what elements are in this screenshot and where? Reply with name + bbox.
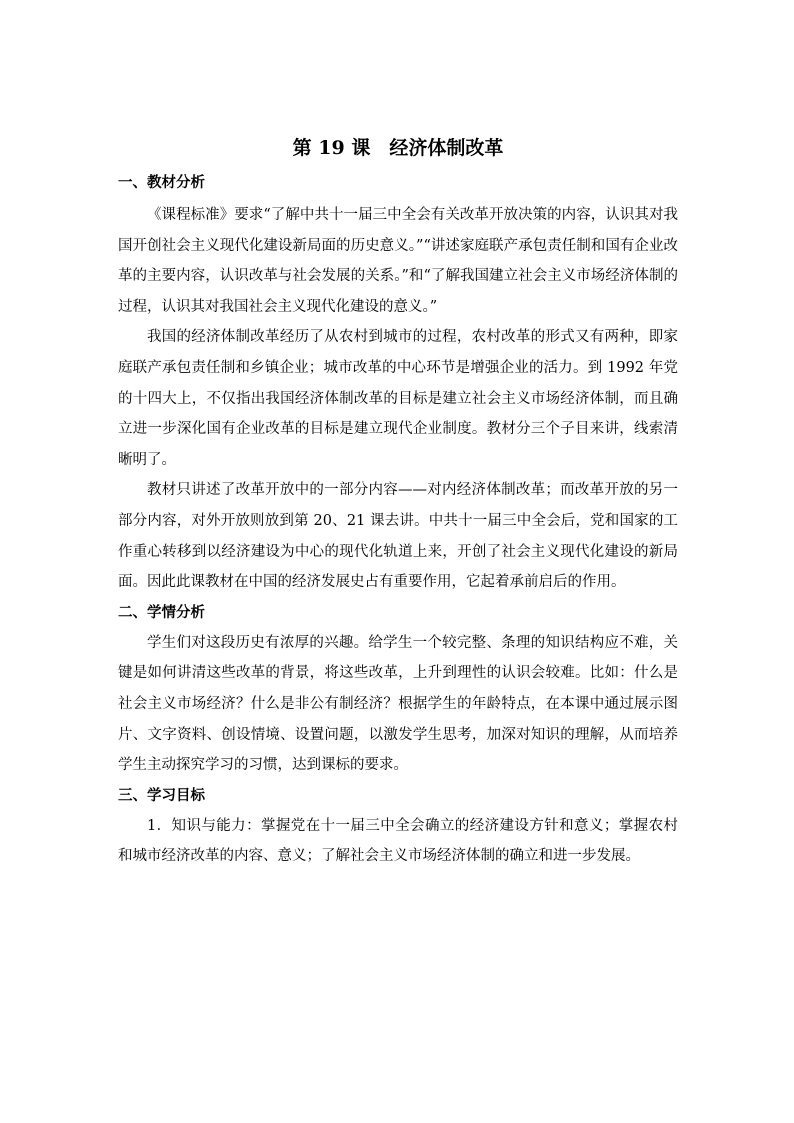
section-heading-learning-goals: 三、学习目标 bbox=[118, 786, 205, 804]
page-title: 第 19 课 经济体制改革 bbox=[292, 137, 504, 159]
section-heading-student-analysis: 二、学情分析 bbox=[118, 603, 205, 621]
section-heading-textbook-analysis: 一、教材分析 bbox=[118, 174, 205, 191]
paragraph: 我国的经济体制改革经历了从农村到城市的过程，农村改革的形式又有两种，即家庭联产承包责任制和乡镇企业；城市改革的中心环节是增强企业的活力。到 1992 年党的十四大上，不仅指出我国经济体制改革的目标是建立社会主义市场经济体制，而且确立进一步深化国有企业改革的目标是建立现代企业制度。教材分三个子目来讲，线索清晰明了。 bbox=[118, 329, 678, 468]
paragraph: 教材只讲述了改革开放中的一部分内容——对内经济体制改革；而改革开放的另一部分内容，对外开放则放到第 20、21 课去讲。中共十一届三中全会后，党和国家的工作重心转移到以经济建设为中心的现代化轨道上来，开创了社会主义现代化建设的新局面。因此此课教材在中国的经济发展史占有重要作用，它起着承前启后的作用。 bbox=[118, 482, 678, 591]
paragraph: 1．知识与能力：掌握党在十一届三中全会确立的经济建设方针和意义；掌握农村和城市经济改革的内容、意义；了解社会主义市场经济体制的确立和进一步发展。 bbox=[118, 817, 678, 865]
paragraph: 学生们对这段历史有浓厚的兴趣。给学生一个较完整、条理的知识结构应不难，关键是如何讲清这些改革的背景，将这些改革，上升到理性的认识会较难。比如：什么是社会主义市场经济？什么是非公有制经济？根据学生的年龄特点，在本课中通过展示图片、文字资料、创设情境、设置问题，以激发学生思考，加深对知识的理解，从而培养学生主动探究学习的习惯，达到课标的要求。 bbox=[118, 634, 678, 774]
document-page bbox=[118, 132, 678, 872]
paragraph: 《课程标准》要求“了解中共十一届三中全会有关改革开放决策的内容，认识其对我国开创社会主义现代化建设新局面的历史意义。”“讲述家庭联产承包责任制和国有企业改革的主要内容，认识改革与社会发展的关系。”和“了解我国建立社会主义市场经济体制的过程，认识其对我国社会主义现代化建设的意义。” bbox=[118, 207, 678, 315]
